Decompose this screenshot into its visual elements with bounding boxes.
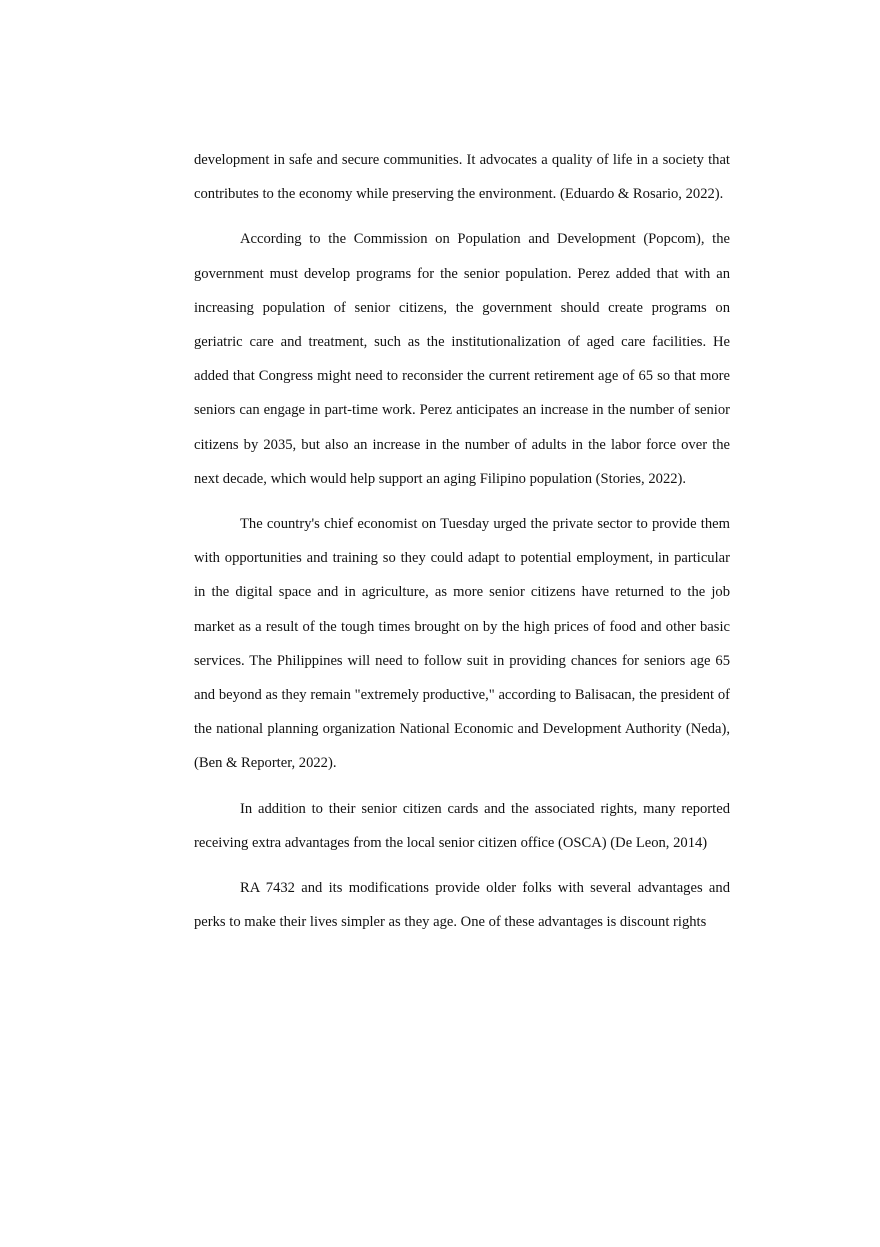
paragraph-4: In addition to their senior citizen cards and the associated rights, many reported receiving extra advantages from the local senior citizen office (OSCA) (De Leon, 2014): [194, 800, 730, 851]
paragraph-2: According to the Commission on Population and Development (Popcom), the government must develop programs for the senior population. Perez added that with an increasing population of senior citizens, the government should create programs on geriatric care and treatment, such as the institutionalization of aged care facilities. He added that Congress might need to reconsider the current retirement age of 65 so that more seniors can engage in part-time work. Perez anticipates an increase in the number of senior citizens by 2035, but also an increase in the number of adults in the labor force over the next decade, which would help support an aging Filipino population (Stories, 2022).: [194, 231, 730, 487]
body-text: [194, 143, 730, 939]
paragraph-3: The country's chief economist on Tuesday urged the private sector to provide them with opportunities and training so they could adapt to potential employment, in particular in the digital space and in agriculture, as more senior citizens have returned to the job market as a result of the tough times brought on by the high prices of food and other basic services. The Philippines will need to follow suit in providing chances for seniors age 65 and beyond as they remain "extremely productive," according to Balisacan, the president of the national planning organization National Economic and Development Authority (Neda), (Ben & Reporter, 2022).: [194, 516, 730, 772]
paragraph-1: development in safe and secure communities. It advocates a quality of life in a society that contributes to the economy while preserving the environment. (Eduardo & Rosario, 2022).: [194, 152, 730, 203]
paragraph-5: RA 7432 and its modifications provide older folks with several advantages and perks to make their lives simpler as they age. One of these advantages is discount rights: [194, 880, 730, 931]
